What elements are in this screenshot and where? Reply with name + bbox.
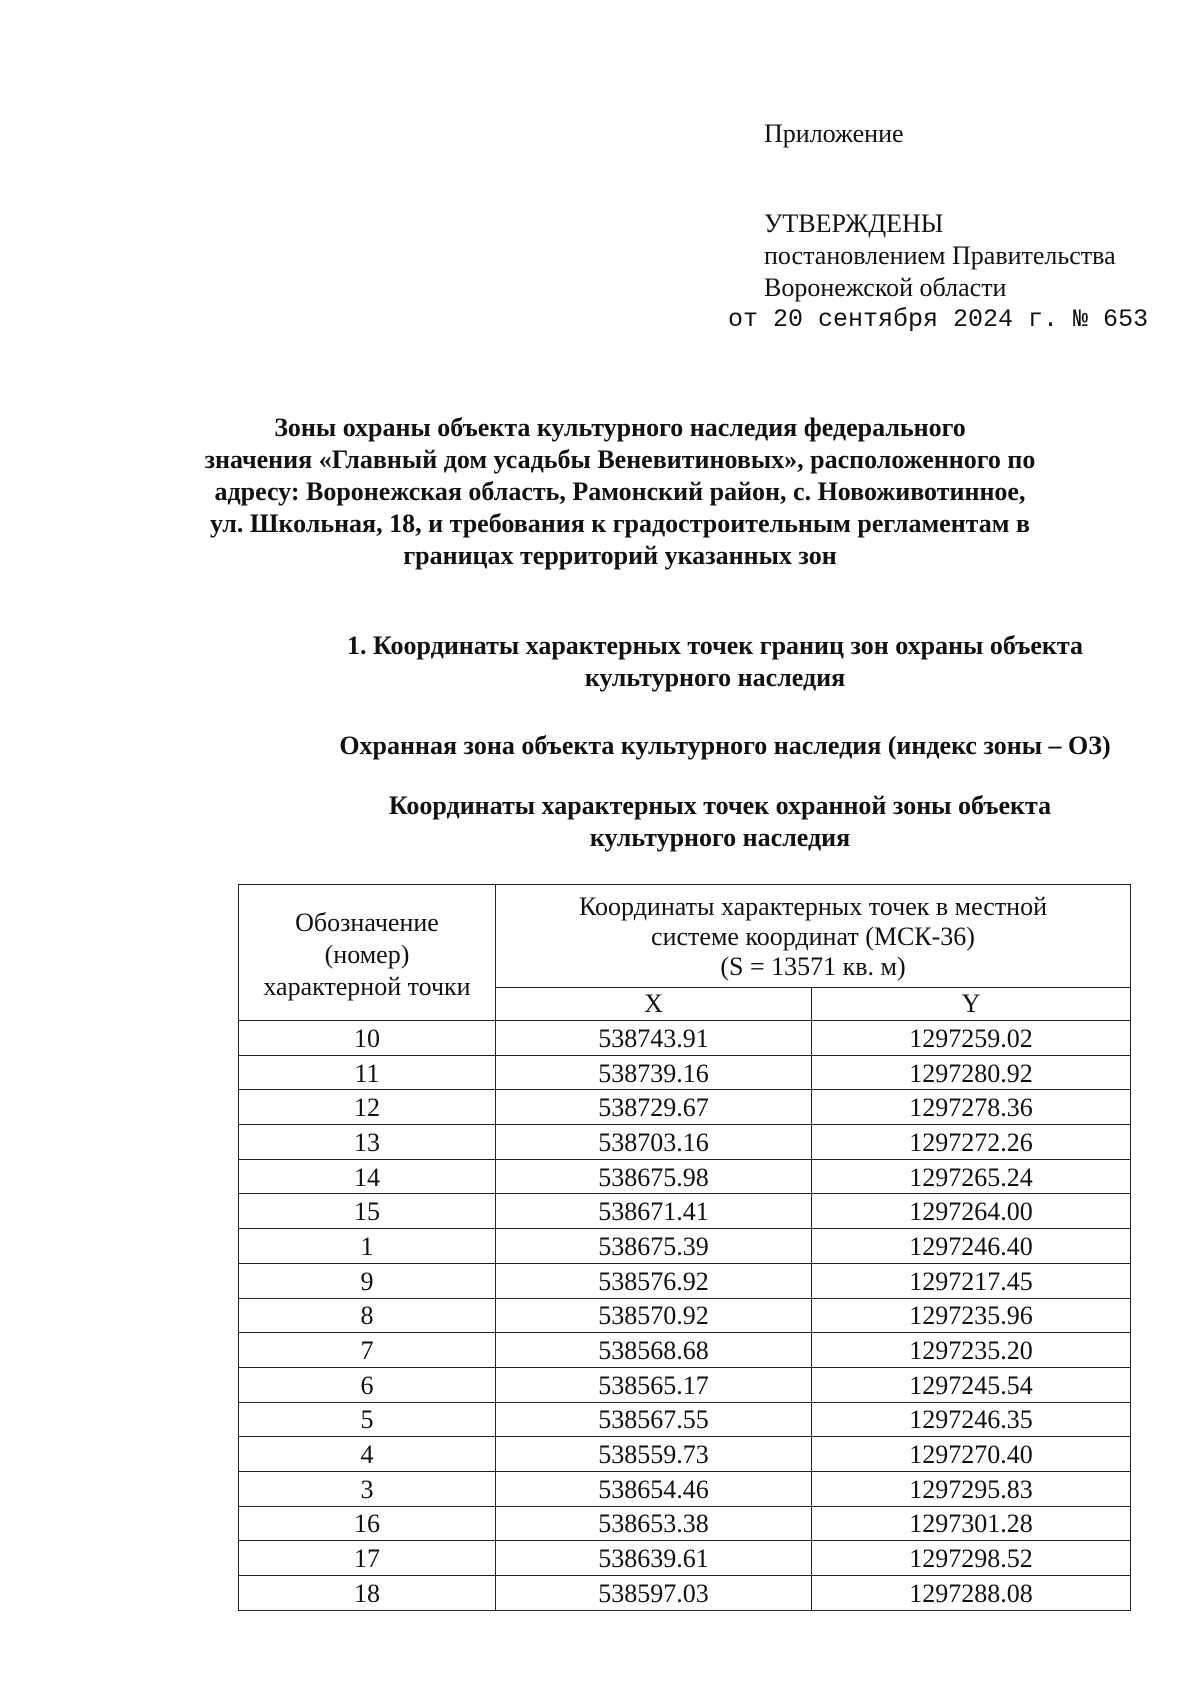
- cell-x: 538671.41: [496, 1194, 812, 1229]
- cell-y: 1297235.20: [812, 1333, 1131, 1368]
- table-heading-line: Координаты характерных точек охранной зоны объекта: [388, 791, 1052, 820]
- table-row: [239, 1471, 1131, 1506]
- cell-x: 538675.98: [496, 1159, 812, 1194]
- cell-point: 3: [239, 1471, 496, 1506]
- cell-point: 11: [239, 1055, 496, 1090]
- cell-x: 538567.55: [496, 1402, 812, 1437]
- header-designation-line: характерной точки: [263, 971, 471, 1001]
- table-row: [239, 1055, 1131, 1090]
- table-row: [239, 1090, 1131, 1125]
- cell-point: 12: [239, 1090, 496, 1125]
- document-title-line: Зоны охраны объекта культурного наследия федерального: [274, 413, 966, 442]
- cell-y: 1297295.83: [812, 1471, 1131, 1506]
- cell-point: 14: [239, 1159, 496, 1194]
- cell-x: 538570.92: [496, 1298, 812, 1333]
- header-coordinates-line: системе координат (МСК-36): [651, 922, 975, 951]
- decree-issuer-line1: постановлением Правительства: [764, 241, 1116, 270]
- cell-point: 10: [239, 1021, 496, 1056]
- cell-x: 538729.67: [496, 1090, 812, 1125]
- document-title-line: адресу: Воронежская область, Рамонский район, с. Новоживотинное,: [214, 477, 1026, 506]
- table-row: [239, 1437, 1131, 1472]
- table-row: [239, 1125, 1131, 1160]
- table-row: [239, 1333, 1131, 1368]
- coordinates-table: [238, 884, 1131, 1611]
- cell-point: 7: [239, 1333, 496, 1368]
- cell-x: 538639.61: [496, 1541, 812, 1576]
- cell-y: 1297246.35: [812, 1402, 1131, 1437]
- cell-y: 1297217.45: [812, 1263, 1131, 1298]
- cell-y: 1297288.08: [812, 1576, 1131, 1611]
- header-designation-line: (номер): [324, 939, 410, 969]
- table-row: [239, 1298, 1131, 1333]
- cell-y: 1297278.36: [812, 1090, 1131, 1125]
- document-title-line: границах территорий указанных зон: [403, 541, 837, 570]
- decree-issuer-line2: Воронежской области: [764, 273, 1007, 302]
- cell-point: 4: [239, 1437, 496, 1472]
- cell-point: 18: [239, 1576, 496, 1611]
- approval-block: [728, 118, 1184, 336]
- section-heading: [300, 630, 1130, 694]
- table-row: [239, 1367, 1131, 1402]
- decree-date: от 20 сентября 2024 г. № 653: [728, 305, 1149, 334]
- cell-y: 1297265.24: [812, 1159, 1131, 1194]
- header-coordinates-line: Координаты характерных точек в местной: [579, 892, 1048, 921]
- table-row: [239, 1402, 1131, 1437]
- cell-x: 538739.16: [496, 1055, 812, 1090]
- cell-point: 16: [239, 1506, 496, 1541]
- table-row: [239, 1159, 1131, 1194]
- cell-y: 1297301.28: [812, 1506, 1131, 1541]
- zone-heading-line: Охранная зона объекта культурного наследия (индекс зоны – ОЗ): [339, 731, 1111, 760]
- cell-point: 6: [239, 1367, 496, 1402]
- cell-y: 1297245.54: [812, 1367, 1131, 1402]
- cell-y: 1297272.26: [812, 1125, 1131, 1160]
- cell-x: 538559.73: [496, 1437, 812, 1472]
- document-title-line: значения «Главный дом усадьбы Веневитиновых», расположенного по: [204, 445, 1036, 474]
- cell-y: 1297298.52: [812, 1541, 1131, 1576]
- cell-x: 538675.39: [496, 1229, 812, 1264]
- header-y: Y: [812, 988, 1131, 1021]
- approved-label: УТВЕРЖДЕНЫ: [764, 209, 944, 238]
- cell-x: 538653.38: [496, 1506, 812, 1541]
- table-row: [239, 1541, 1131, 1576]
- header-coordinates-line: (S = 13571 кв. м): [720, 952, 906, 981]
- table-row: [239, 1506, 1131, 1541]
- cell-y: 1297264.00: [812, 1194, 1131, 1229]
- table-row: [239, 1229, 1131, 1264]
- zone-heading: [290, 730, 1160, 762]
- cell-point: 15: [239, 1194, 496, 1229]
- header-coordinates: [496, 885, 1131, 988]
- cell-point: 17: [239, 1541, 496, 1576]
- table-heading: [340, 790, 1100, 854]
- header-point-designation: [239, 885, 496, 1021]
- section-heading-line: культурного наследия: [584, 663, 846, 692]
- cell-x: 538703.16: [496, 1125, 812, 1160]
- header-designation-line: Обозначение: [295, 907, 439, 937]
- cell-x: 538597.03: [496, 1576, 812, 1611]
- cell-point: 8: [239, 1298, 496, 1333]
- table-row: [239, 1576, 1131, 1611]
- cell-point: 9: [239, 1263, 496, 1298]
- cell-y: 1297270.40: [812, 1437, 1131, 1472]
- table-row: [239, 1194, 1131, 1229]
- cell-x: 538743.91: [496, 1021, 812, 1056]
- section-heading-line: 1. Координаты характерных точек границ зон охраны объекта: [347, 631, 1083, 660]
- document-title-line: ул. Школьная, 18, и требования к градостроительным регламентам в: [209, 509, 1031, 538]
- cell-y: 1297235.96: [812, 1298, 1131, 1333]
- cell-point: 5: [239, 1402, 496, 1437]
- cell-x: 538576.92: [496, 1263, 812, 1298]
- header-x: X: [496, 988, 812, 1021]
- appendix-label: Приложение: [764, 119, 904, 148]
- cell-y: 1297246.40: [812, 1229, 1131, 1264]
- cell-y: 1297259.02: [812, 1021, 1131, 1056]
- cell-point: 13: [239, 1125, 496, 1160]
- table-row: [239, 1263, 1131, 1298]
- cell-y: 1297280.92: [812, 1055, 1131, 1090]
- cell-x: 538568.68: [496, 1333, 812, 1368]
- cell-point: 1: [239, 1229, 496, 1264]
- document-title: [200, 412, 1040, 572]
- table-row: [239, 1021, 1131, 1056]
- cell-x: 538565.17: [496, 1367, 812, 1402]
- cell-x: 538654.46: [496, 1471, 812, 1506]
- table-heading-line: культурного наследия: [589, 823, 851, 852]
